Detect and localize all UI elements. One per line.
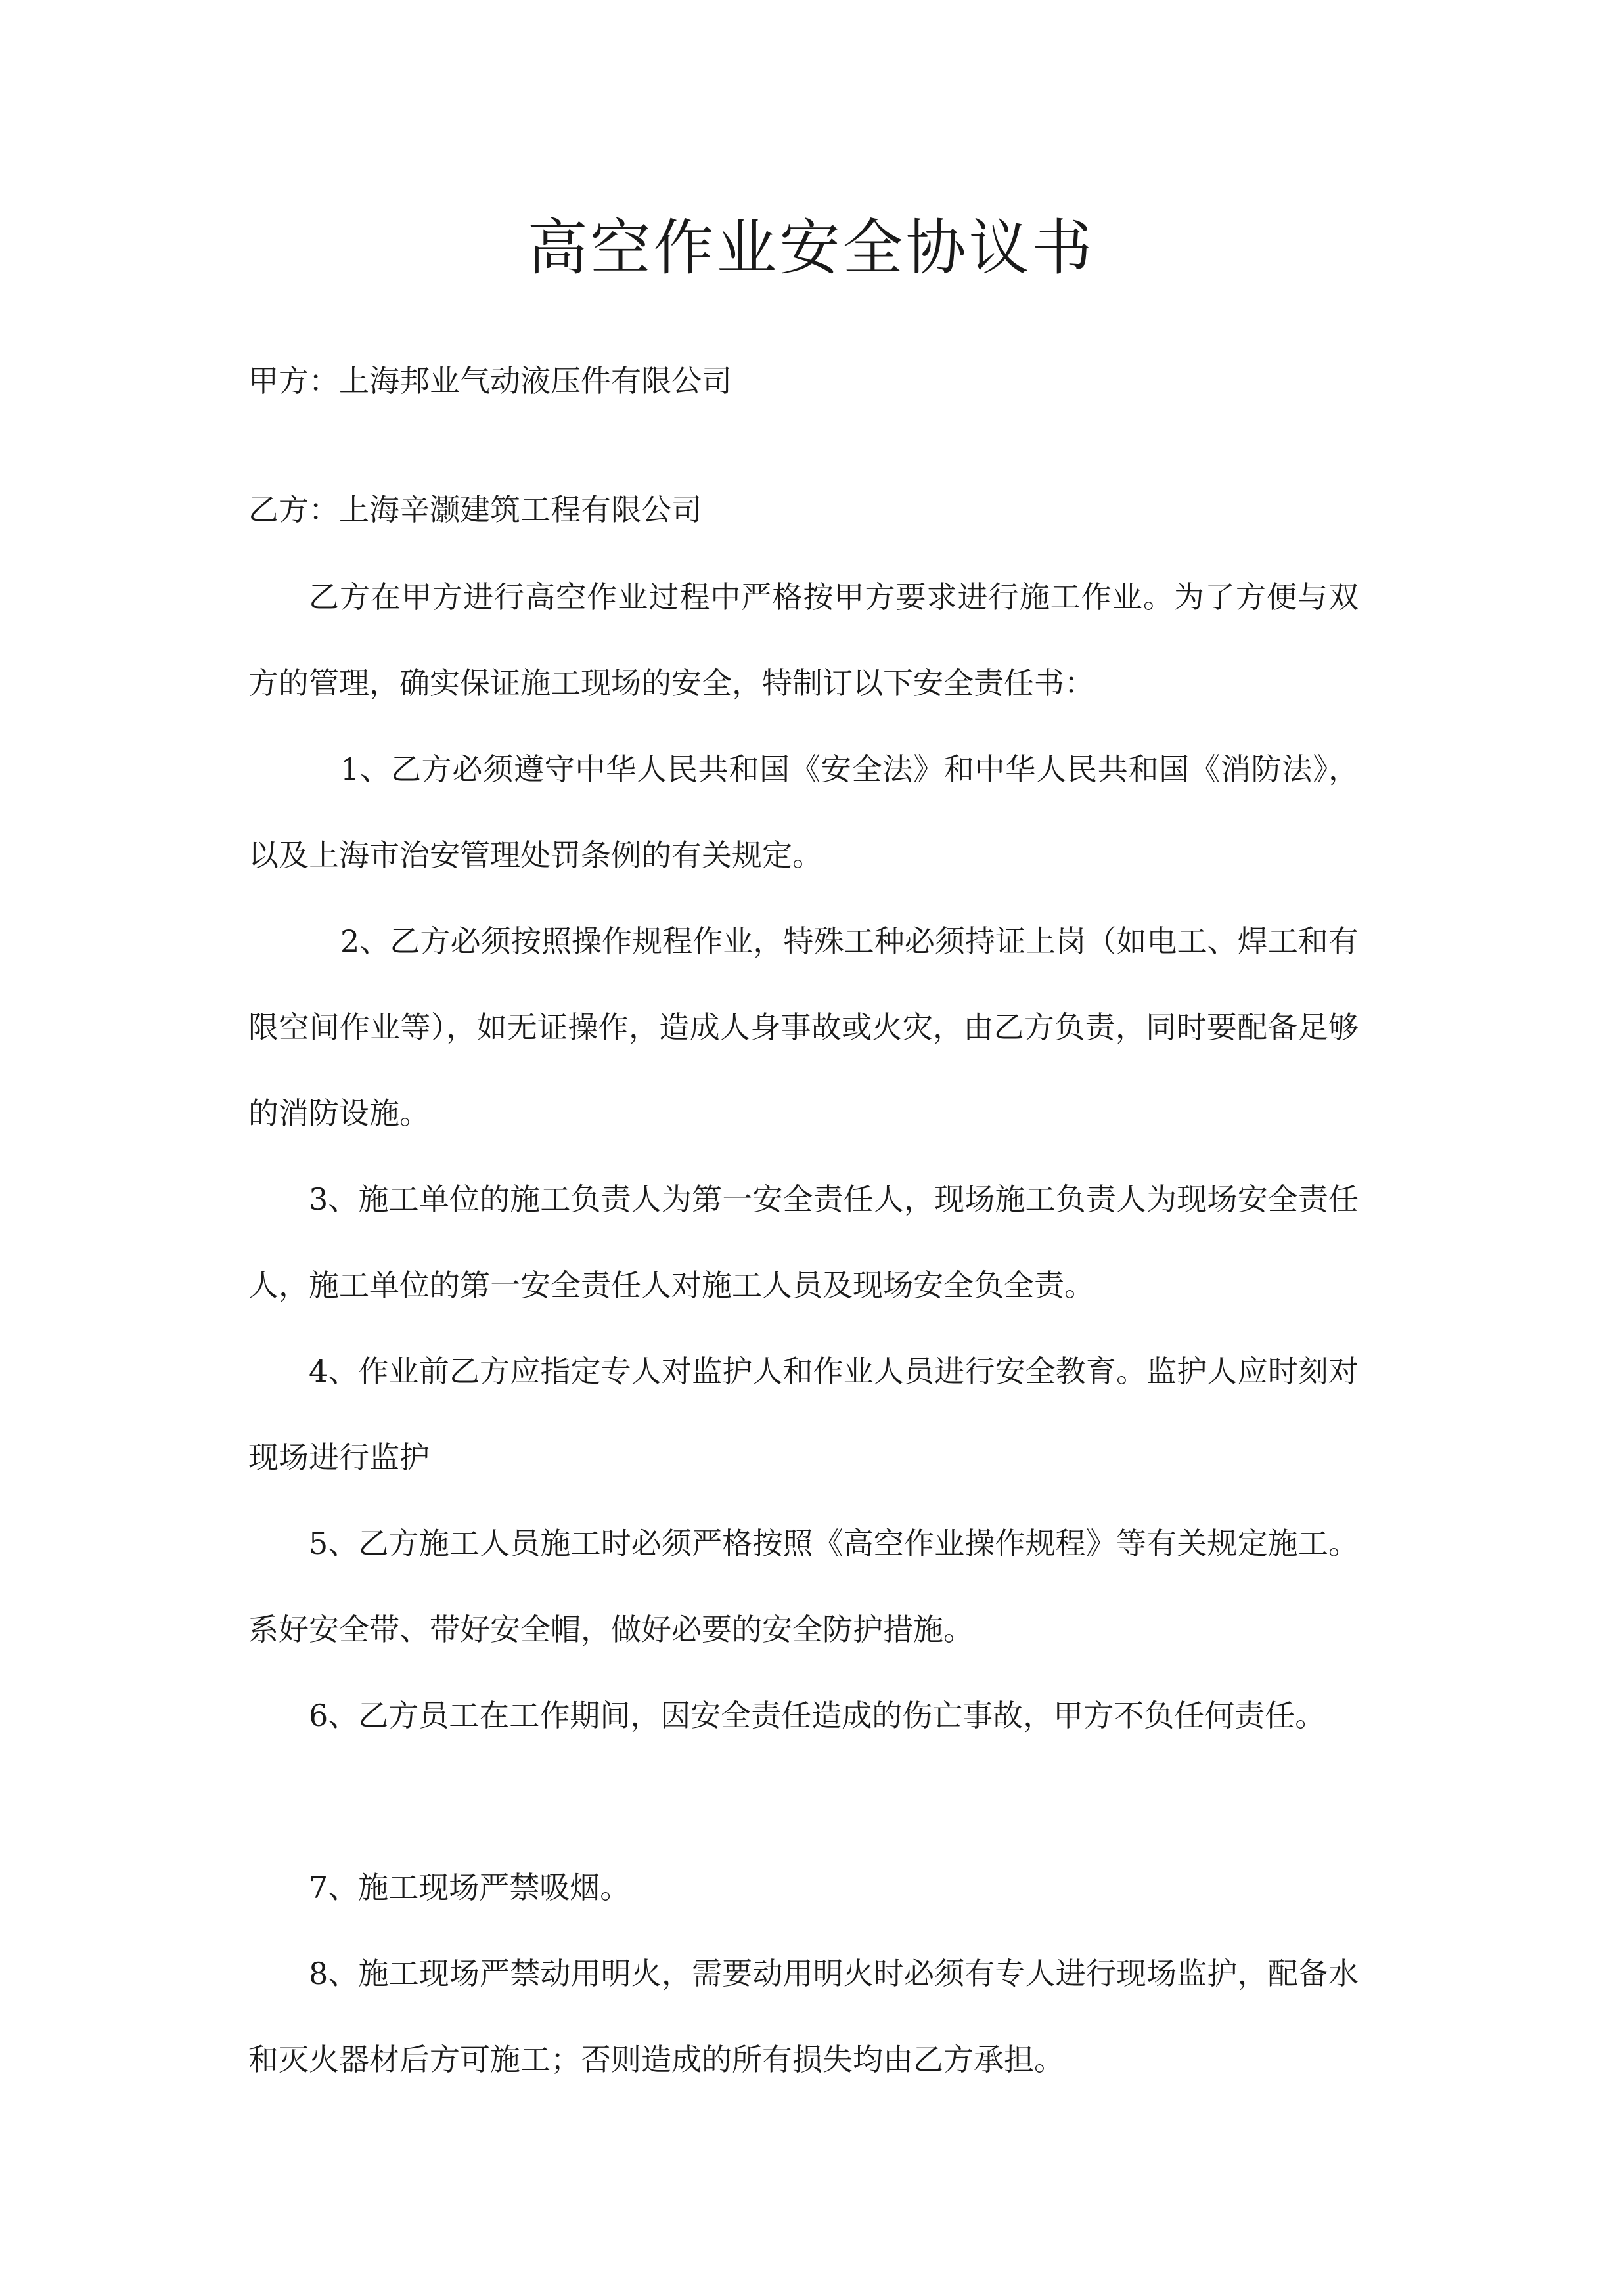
intro-paragraph: 乙方在甲方进行高空作业过程中严格按甲方要求进行施工作业。为了方便与双方的管理，确实保证施工现场的安全，特制订以下安全责任书：	[248, 579, 1359, 701]
clause-3: 3、施工单位的施工负责人为第一安全责任人，现场施工负责人为现场安全责任人，施工单位的第一安全责任人对施工人员及现场安全负全责。	[248, 1181, 1359, 1303]
document-title: 高空作业安全协议书	[527, 213, 1095, 283]
party-a: 甲方：上海邦业气动液压件有限公司	[248, 363, 732, 399]
party-b: 乙方：上海辛灏建筑工程有限公司	[248, 492, 702, 527]
clause-8: 8、施工现场严禁动用明火，需要动用明火时必须有专人进行现场监护，配备水和灭火器材后方可施工；否则造成的所有损失均由乙方承担。	[248, 1956, 1359, 2077]
clause-5: 5、乙方施工人员施工时必须严格按照《高空作业操作规程》等有关规定施工。系好安全带、带好安全帽，做好必要的安全防护措施。	[248, 1526, 1359, 1647]
clause-6: 6、乙方员工在工作期间，因安全责任造成的伤亡事故，甲方不负任何责任。	[309, 1698, 1326, 1733]
clause-7: 7、施工现场严禁吸烟。	[309, 1870, 631, 1905]
clause-2: 2、乙方必须按照操作规程作业，特殊工种必须持证上岗（如电工、焊工和有限空间作业等），如无证操作，造成人身事故或火灾，由乙方负责，同时要配备足够的消防设施。	[248, 923, 1359, 1131]
clause-1: 1、乙方必须遵守中华人民共和国《安全法》和中华人民共和国《消防法》，以及上海市治安管理处罚条例的有关规定。	[248, 751, 1359, 873]
clause-4: 4、作业前乙方应指定专人对监护人和作业人员进行安全教育。监护人应时刻对现场进行监护	[248, 1354, 1359, 1475]
